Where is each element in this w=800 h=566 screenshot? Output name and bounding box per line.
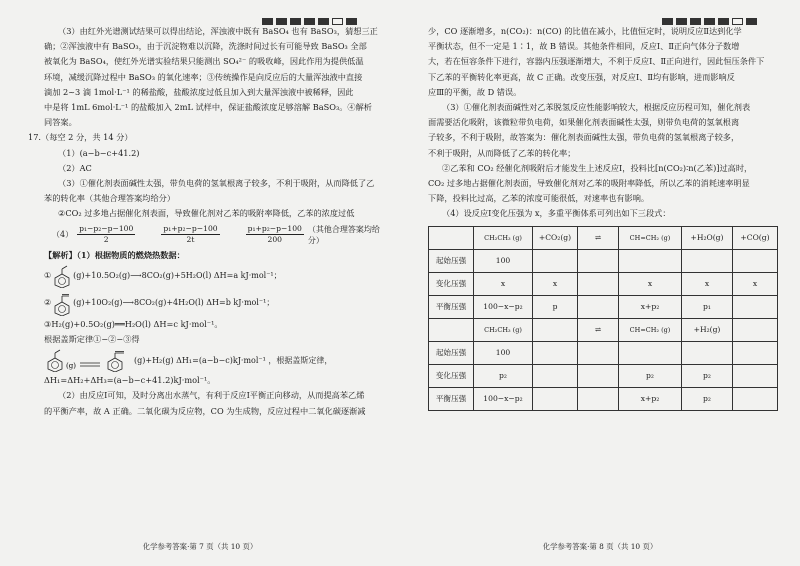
answer-3-1: （3）①催化剂表面碱性太强，带负电荷的氢氧根离子较多，不利于吸附，从而降低了乙 <box>58 178 375 189</box>
header-marks <box>262 18 357 25</box>
table-header-row-2: CH₂CH₃ (g) ⇌ CH=CH₂ (g) +H₂(g) <box>429 318 778 341</box>
ethylbenzene-structure-icon <box>51 264 73 288</box>
text-line: 应Ⅲ的平衡，故 D 错误。 <box>428 86 522 97</box>
styrene-structure-icon <box>51 290 73 316</box>
text-line: 下降，投料比过高，乙苯的浓度可能很低，对速率也有影响。 <box>428 193 650 204</box>
answer-3-2: ②CO₂ 过多地占据催化剂表面，导致催化剂对乙苯的吸附率降低，乙苯的浓度过低 <box>58 208 355 219</box>
section-3-text <box>44 24 386 130</box>
three-stage-table <box>428 226 778 411</box>
right-text <box>428 24 782 222</box>
table-row: 变化压强 p₂ p₂ p₂ <box>429 364 778 387</box>
section-2-line: 的平衡产率，故 A 正确。二氧化碳为反应物，CO 为生成物，反应过程中二氧化碳逐渐减 <box>44 405 366 416</box>
text-line: 少，CO 逐渐增多，n(CO₂)：n(CO) 的比值在减小，比值恒定时，说明反应Ⅱ达到化学 <box>428 26 742 36</box>
table-row: 起始压强 100 <box>429 341 778 364</box>
answer-1: （1）(a−b−c+41.2) <box>58 147 140 158</box>
equation-5: ΔH₁=ΔH₂+ΔH₃=(a−b−c+41.2)kJ·mol⁻¹。 <box>44 375 216 386</box>
table-header-row-1: CH₂CH₃ (g) +CO₂(g) ⇌ CH=CH₂ (g) +H₂O(g) +CO(g) <box>429 226 778 249</box>
fraction-3: $\frac{\text{p₁+p₂−p−100}}{200}$ <box>247 224 302 245</box>
text-line: （4）设反应Ⅰ变化压强为 x，多重平衡体系可列出如下三段式： <box>442 208 671 219</box>
text-line: （3）①催化剂表面碱性对乙苯脱氢反应性能影响较大，根据反应历程可知，催化剂表 <box>442 102 751 113</box>
table-row: 变化压强 x x x x x <box>429 272 778 295</box>
text-line: ②乙苯和 CO₂ 经催化剂吸附后才能发生上述反应Ⅰ，投料比[n(CO₂)∶n(乙苯)]过高时， <box>442 162 753 173</box>
text-line: 环境，减缓沉降过程中 BaSO₃ 的氧化速率；③传统操作是向反应后的大量浑浊液中直接 <box>44 71 363 82</box>
fraction-1: $\frac{\text{p₁−p₂−p−100}}{2}$ <box>79 224 134 245</box>
equation-3: ③H₂(g)+0.5O₂(g)══H₂O(l) ΔH=c kJ·mol⁻¹。 <box>44 318 223 329</box>
text-line: 平衡状态，但不一定是 1∶1，故 B 错误。其他条件相同，反应Ⅰ、Ⅱ正向气体分子数增 <box>428 41 740 52</box>
equation-1: ① (g)+10.5O₂(g)⟶8CO₂(g)+5H₂O(l) ΔH=a kJ·mol⁻¹； <box>44 263 386 289</box>
table-row: 平衡压强 100−x−p₂ x+p₂ p₂ <box>429 387 778 410</box>
fraction-2: $\frac{\text{p₁+p₂−p−100}}{2t}$ <box>163 224 218 245</box>
text-line: 被氧化为 BaSO₄，使红外光谱实验结果只能测出 SO₄²⁻ 的吸收峰，因此作用为提供低温 <box>44 56 364 67</box>
text-line: （3）由红外光谱测试结果可以得出结论，浑浊液中既有 BaSO₄ 也有 BaSO₃，猜想三正 <box>58 26 378 36</box>
answer-4: （4） $\frac{\text{p₁−p₂−p−100}}{2}$ $\frac{\text{p₁+p₂−p−100}}{2t}$ $\frac{\text{p₁+p₂−p−100}}{200}$ （其他合理答案均给分） <box>52 224 380 245</box>
answer-3-1b: 苯的转化率（其他合理答案均给分） <box>44 193 176 204</box>
text-line: 子较多，不利于吸附，故答案为：催化剂表面碱性太强，带负电荷的氢氧根离子较多， <box>428 132 740 143</box>
page-footer: 化学参考答案·第 8 页（共 10 页） <box>542 542 658 551</box>
answer-2: （2）AC <box>58 162 92 173</box>
table-row: 起始压强 100 <box>429 249 778 272</box>
right-page <box>400 0 800 566</box>
ethylbenzene-to-styrene-icon <box>44 348 134 372</box>
hess-law-text: 根据盖斯定律①−②−③得 <box>44 334 140 345</box>
question-17-title: 17.（每空 2 分，共 14 分） <box>28 132 133 143</box>
text-line: CO₂ 过多地占据催化剂表面，导致催化剂对乙苯的吸附率降低，所以乙苯的消耗速率明显 <box>428 178 750 189</box>
text-line: 不利于吸附，从而降低了乙苯的转化率； <box>428 147 576 158</box>
text-line: 滴加 2~3 滴 1mol·L⁻¹ 的稀盐酸，盐酸浓度过低且加入到大量浑浊液中被稀释，因此 <box>44 86 354 97</box>
svg-text:(g): (g) <box>66 362 76 371</box>
text-line: 确；②浑浊液中有 BaSO₃，由于沉淀物难以沉降，洗涤时间过长有可能导致 BaSO₃ 全部 <box>44 41 367 52</box>
equation-2: ② (g)+10O₂(g)⟶8CO₂(g)+4H₂O(l) ΔH=b kJ·mol⁻¹； <box>44 289 386 317</box>
text-line: 同答案。 <box>44 117 77 128</box>
section-2-line: （2）由反应Ⅰ可知，及时分离出水蒸气，有利于反应Ⅰ平衡正向移动，从而提高苯乙烯 <box>58 390 365 401</box>
page-footer: 化学参考答案·第 7 页（共 10 页） <box>142 542 258 551</box>
text-line: 中是将 1mL 6mol·L⁻¹ 的盐酸加入 2mL 试样中，保证盐酸浓度足够溶解 BaSO₃。④解析 <box>44 102 372 113</box>
text-line: 面需要活化吸附，该微粒带负电荷，如果催化剂表面碱性太强，则带负电荷的氢氧根离 <box>428 117 740 128</box>
text-line: 大，若在恒容条件下进行，容器内压强逐渐增大，不利于反应Ⅰ、Ⅱ正向进行，因此恒压条件下 <box>428 56 765 67</box>
header-marks <box>662 18 757 25</box>
analysis-heading: 【解析】（1）根据物质的燃烧热数据： <box>44 249 185 260</box>
table-row: 平衡压强 100−x−p₂ p x+p₂ p₁ <box>429 295 778 318</box>
text-line: 下乙苯的平衡转化率更高，故 C 正确。改变压强，对反应Ⅰ、Ⅱ均有影响，进而影响反 <box>428 71 735 82</box>
equation-4: (g) (g)+H₂(g) ΔH₁=(a−b−c)kJ·mol⁻¹ ，根据盖斯定律， <box>44 347 386 373</box>
